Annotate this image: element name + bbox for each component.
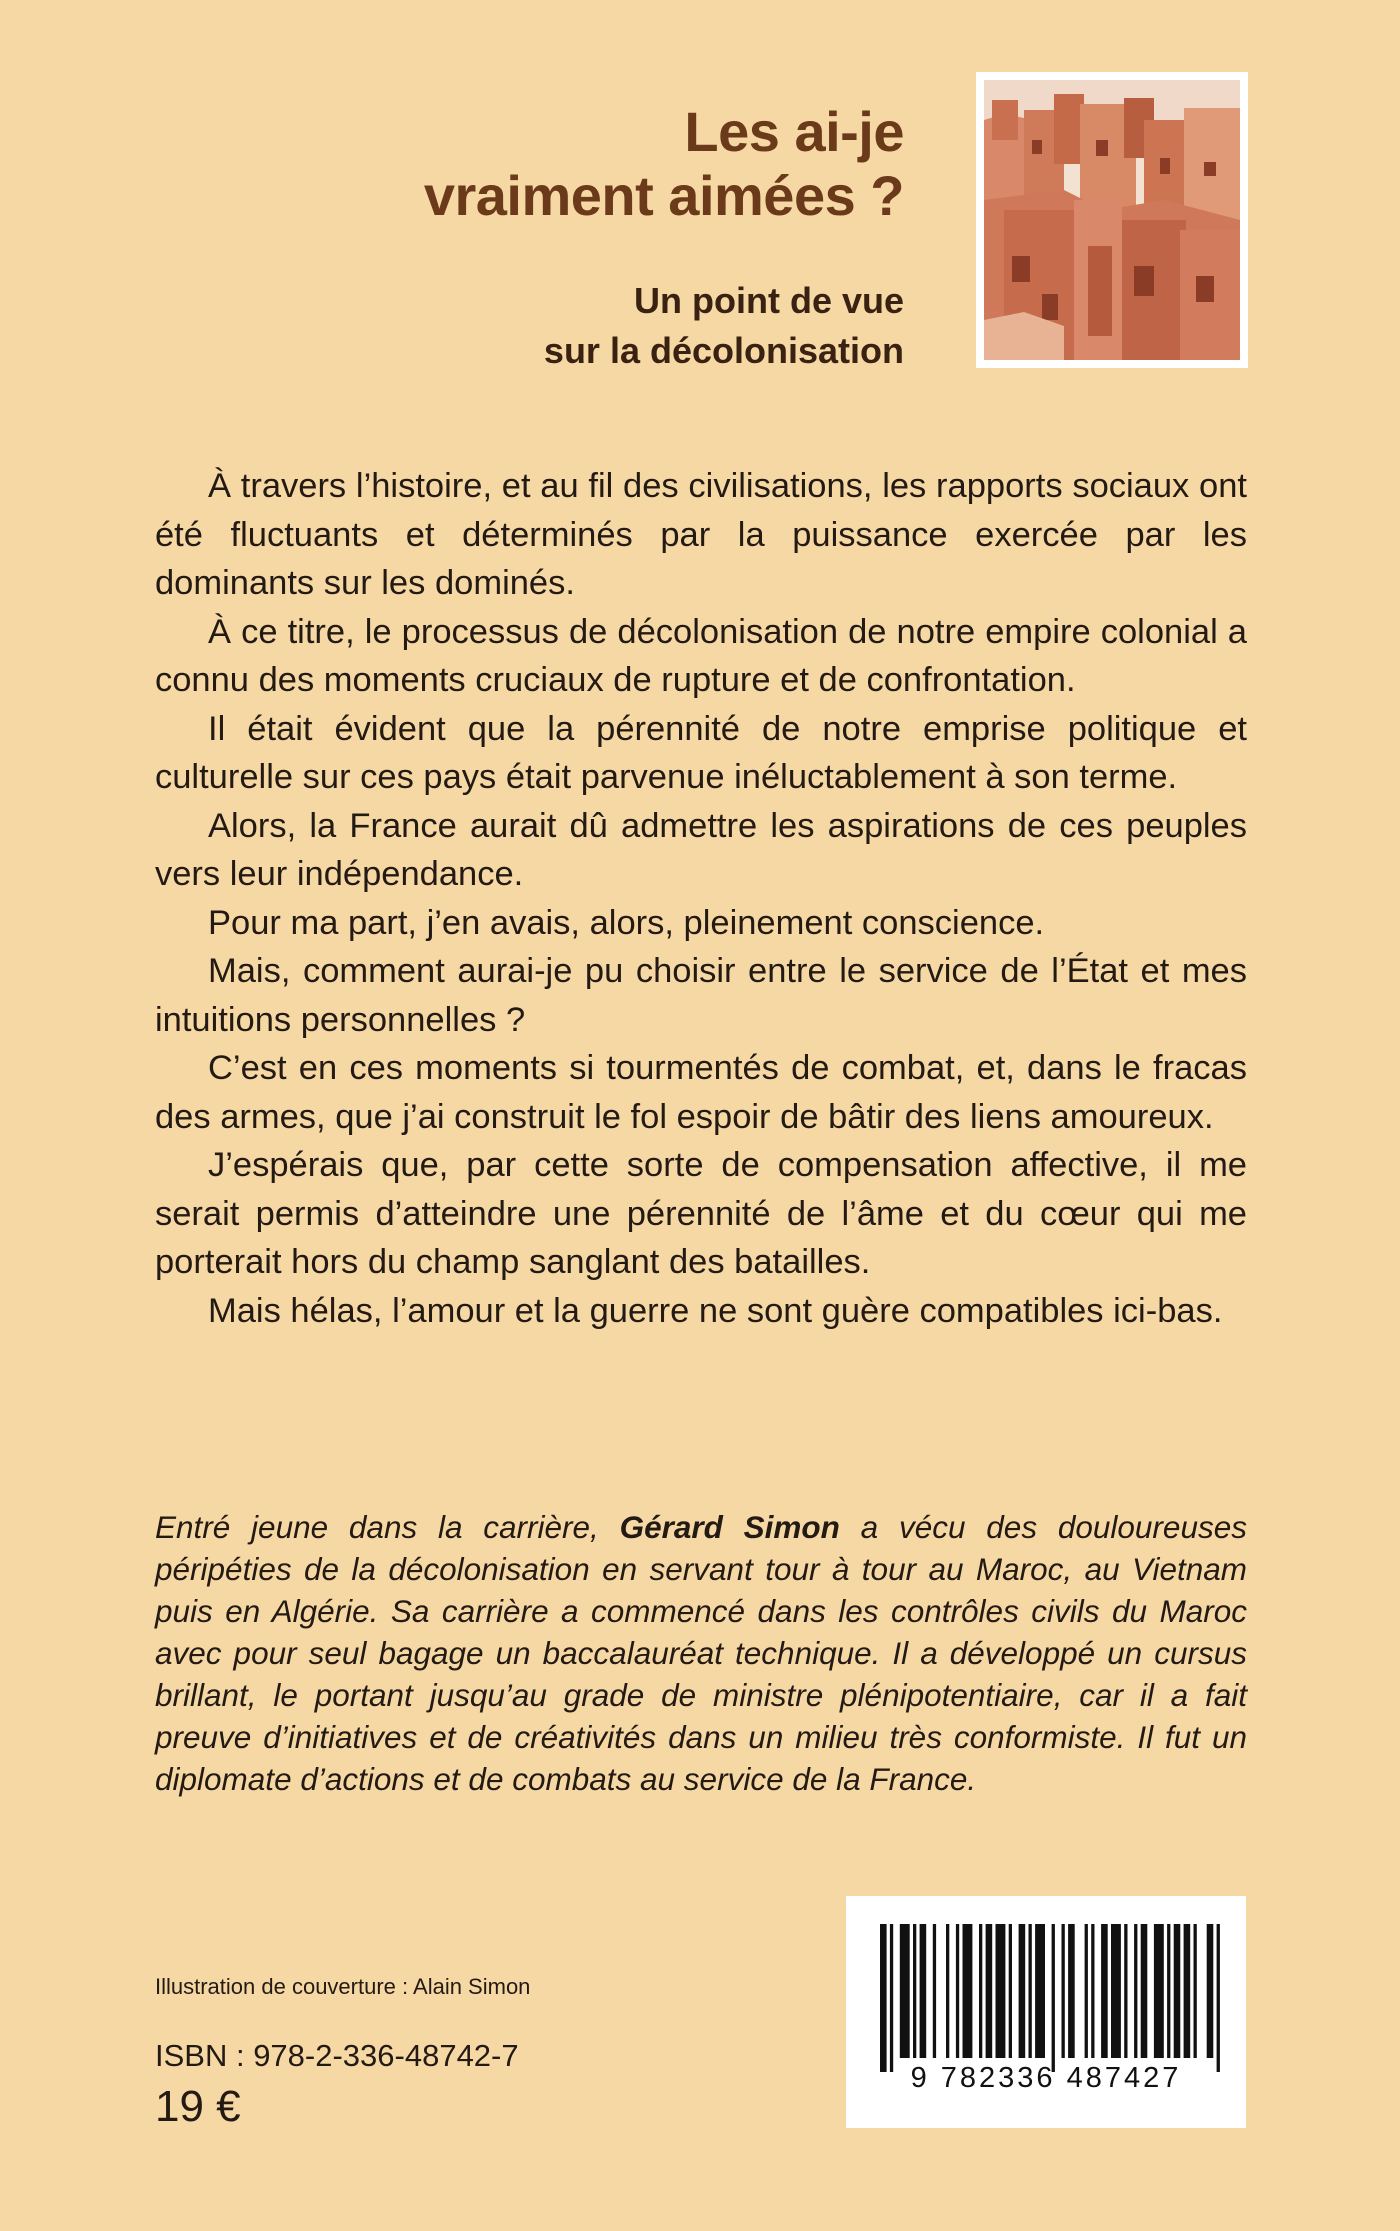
- barcode-bar: [1029, 1924, 1032, 2058]
- blurb-paragraph: Mais hélas, l’amour et la guerre ne sont guère compatibles ici-bas.: [208, 1291, 1223, 1330]
- blurb-paragraph: À ce titre, le processus de décolonisation de notre empire colonial a connu des moments cruciaux de rupture et de confrontation.: [155, 612, 1247, 699]
- barcode-bar: [1019, 1924, 1026, 2058]
- barcode-bar: [1184, 1924, 1191, 2058]
- barcode-bar: [913, 1924, 916, 2058]
- barcode-bar: [1194, 1924, 1197, 2058]
- barcode-bar: [1111, 1924, 1121, 2058]
- barcode-bar: [1091, 1924, 1094, 2058]
- barcode-bar: [1052, 1924, 1055, 2072]
- barcode-bar: [920, 1924, 927, 2058]
- barcode-bar: [880, 1924, 887, 2072]
- subtitle-line-2: sur la décolonisation: [543, 330, 904, 371]
- price: 19 €: [155, 2082, 241, 2131]
- title-line-1: Les ai-je: [684, 100, 904, 163]
- book-title: [424, 100, 904, 228]
- barcode-bar: [1141, 1924, 1148, 2058]
- bio-intro: Entré jeune dans la carrière,: [155, 1509, 620, 1545]
- bio-paragraph: [155, 1506, 1247, 1800]
- blurb-paragraph: Alors, la France aurait dû admettre les aspirations de ces peuples vers leur indépendance.: [155, 806, 1247, 893]
- author-name: Gérard Simon: [619, 1509, 840, 1545]
- barcode-bar: [1154, 1924, 1164, 2058]
- blurb-paragraph: À travers l’histoire, et au fil des civilisations, les rapports sociaux ont été fluctuants et déterminés par la puissance exercée par les dominants sur les dominés.: [155, 467, 1247, 602]
- barcode-bar: [1167, 1924, 1170, 2058]
- barcode-bar: [1207, 1924, 1214, 2058]
- barcode-bar: [1062, 1924, 1065, 2058]
- kasbah-painting: [984, 80, 1240, 360]
- cover-illustration: [976, 72, 1248, 368]
- barcode-bar: [890, 1924, 893, 2072]
- isbn: ISBN : 978-2-336-48742-7: [155, 2038, 519, 2073]
- barcode-bar: [900, 1924, 910, 2058]
- barcode-bar: [1068, 1924, 1075, 2058]
- barcode-bar: [956, 1924, 959, 2058]
- barcode-bar: [946, 1924, 949, 2058]
- barcode-digits: 9 782336 487427: [910, 2062, 1182, 2094]
- book-subtitle: [544, 276, 904, 376]
- author-biography: [155, 1506, 1247, 1800]
- barcode-bar: [996, 1924, 1006, 2058]
- bio-text: a vécu des douloureuses péripéties de la décolonisation en servant tour à tour au Maroc, au Vietnam puis en Algérie. Sa carrière a commencé dans les contrôles civils du Maroc avec pour seul bagage un baccalauréat technique. Il a développé un cursus brillant, le portant jusqu’au grade de ministre plénipotentiaire, car il a fait preuve d’initiatives et de créativités dans un milieu très conformiste. Il fut un diplomate d’actions et de combats au service de la France.: [155, 1509, 1247, 1797]
- barcode-bar: [1134, 1924, 1137, 2058]
- subtitle-line-1: Un point de vue: [634, 280, 904, 321]
- barcode-bar: [933, 1924, 936, 2058]
- barcode-bar: [1101, 1924, 1108, 2058]
- isbn-barcode: [846, 1896, 1246, 2128]
- blurb-paragraph: J’espérais que, par cette sorte de compensation affective, il me serait permis d’atteindre une pérennité de l’âme et du cœur qui me porterait hors du champ sanglant des batailles.: [155, 1146, 1247, 1281]
- barcode-bar: [1217, 1924, 1220, 2072]
- title-line-2: vraiment aimées ?: [423, 164, 904, 227]
- barcode-bar: [1009, 1924, 1012, 2058]
- barcode-bar: [1085, 1924, 1088, 2058]
- blurb-paragraph: C’est en ces moments si tourmentés de combat, et, dans le fracas des armes, que j’ai construit le fol espoir de bâtir des liens amoureux.: [155, 1049, 1247, 1136]
- barcode-bar: [1035, 1924, 1045, 2058]
- illustration-credit: Illustration de couverture : Alain Simon: [155, 1974, 531, 1999]
- blurb-paragraph: Il était évident que la pérennité de notre emprise politique et culturelle sur ces pays était parvenue inéluctablement à son terme.: [155, 709, 1247, 796]
- blurb-paragraph: Mais, comment aurai-je pu choisir entre le service de l’État et mes intuitions personnelles ?: [155, 952, 1247, 1039]
- barcode-bar: [1174, 1924, 1181, 2058]
- blurb-paragraph: Pour ma part, j’en avais, alors, pleinement conscience.: [208, 903, 1045, 942]
- barcode-bar: [963, 1924, 973, 2058]
- barcode-bar: [979, 1924, 982, 2058]
- barcode-bar: [986, 1924, 993, 2058]
- barcode-bar: [1124, 1924, 1127, 2058]
- back-cover-blurb: [155, 462, 1247, 1335]
